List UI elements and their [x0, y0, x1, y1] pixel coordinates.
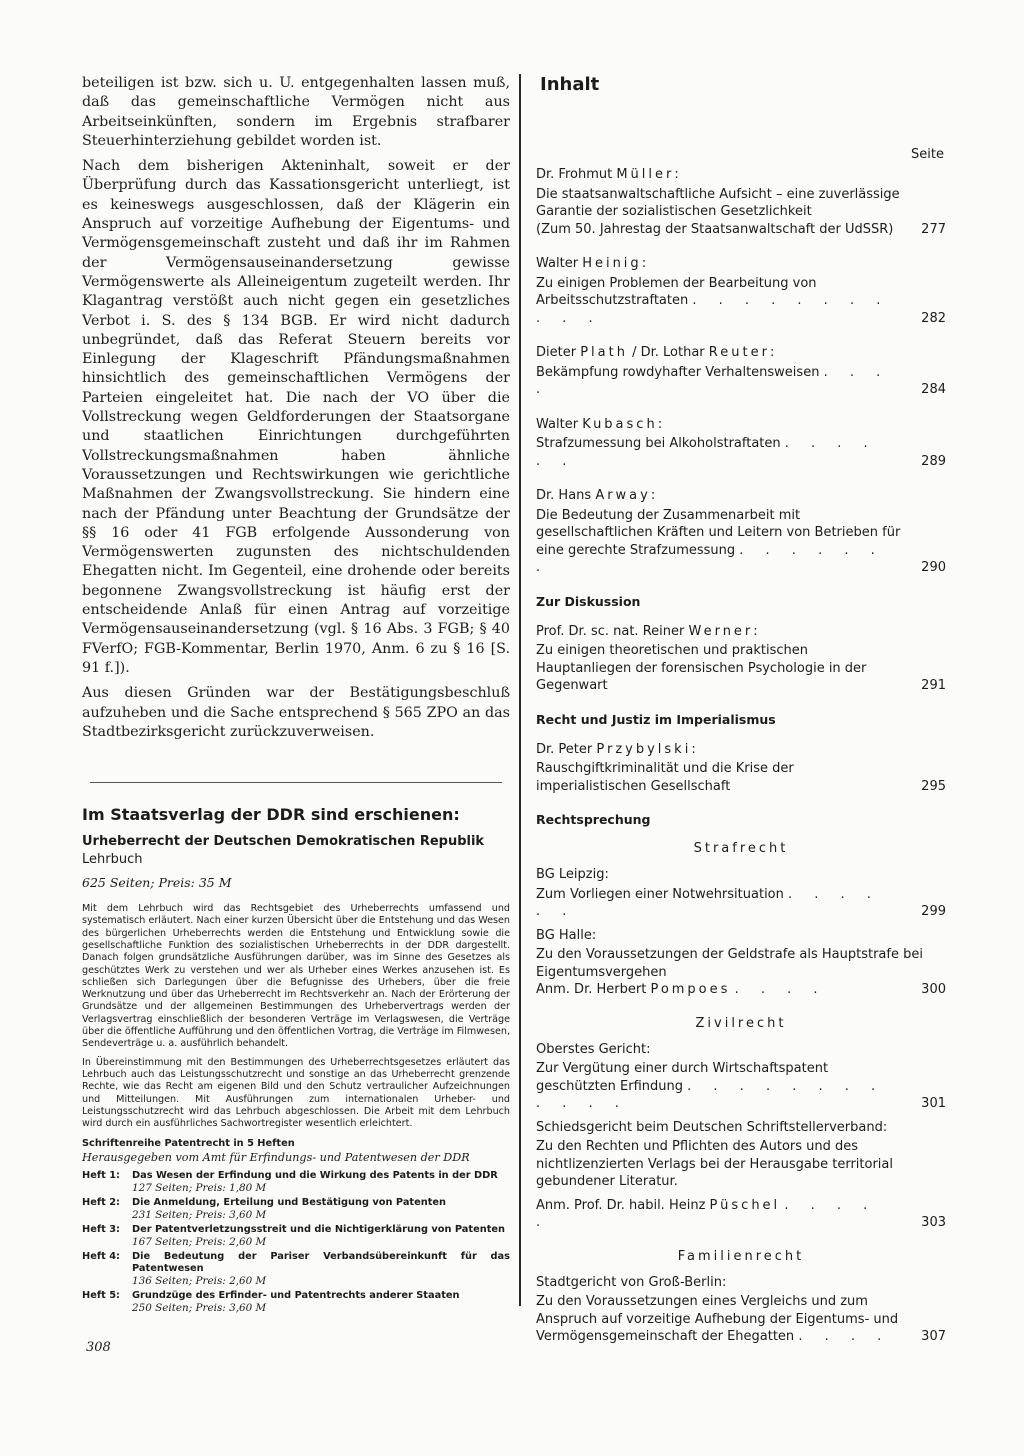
heft-item — [82, 1290, 510, 1314]
toc-subsection-heading: Strafrecht — [693, 841, 789, 856]
toc-entry — [536, 1274, 946, 1346]
heft-label: Heft 1: — [82, 1170, 120, 1182]
toc-page: 289 — [921, 453, 946, 469]
toc-annotation: Anm. Dr. Herbert Pompoes . . . . — [536, 982, 827, 997]
heft-info: 250 Seiten; Preis: 3,60 M — [132, 1302, 267, 1315]
toc-court: BG Halle: — [536, 927, 597, 943]
toc-entry-title[interactable]: Die staatsanwaltschaftliche Aufsicht – eine zuverlässige Garantie der sozialistischen Gesetzlichkeit — [536, 186, 900, 219]
toc-entry-title[interactable]: Zu einigen Problemen der Bearbeitung von Arbeitsschutzstraftaten . . . . . . . . . . . — [536, 275, 890, 326]
toc-page: 303 — [921, 1215, 946, 1230]
toc-author: Dr. Frohmut Müller: — [536, 167, 679, 182]
toc-entry — [536, 866, 946, 921]
toc-annotation: Anm. Prof. Dr. habil. Heinz Püschel . . . . . — [536, 1197, 877, 1230]
article-paragraph: Nach dem bisherigen Akteninhalt, soweit er der Überprüfung durch das Kassationsgericht unterliegt, ist es keineswegs ausgeschlossen, daß der Klägerin ein Anspruch auf vorzeitige Aufhebung der Eigentums- und Vermögensgemeinschaft zusteht und daß ihr im Rahmen der Vermögensauseinandersetzung gewisse Vermögenswerte als Alleineigentum zugeteilt werden. Ihr Klagantrag verstößt auch nicht gegen ein gesetzliches Verbot i. S. des § 134 BGB. Er wird nicht dadurch unbegründet, daß das Referat Steuern bereits vor Einlegung der Klageschrift Pfändungsmaßnahmen hinsichtlich des gemeinschaftlichen Vermögens der Parteien eingeleitet hat. Die nach der VO über die Vollstreckung wegen Geldforderungen der Staatsorgane und staatlichen Einrichtungen durchgeführten Vollstreckungsmaßnahmen haben ähnliche Voraussetzungen und Rechtswirkungen wie gerichtliche Maßnahmen der Zwangsvollstreckung. Sie hindern eine nach der Pfändung unter Beachtung der Grundsätze der §§ 16 oder 41 FGB erfolgende Aussonderung von Vermögenswerten zugunsten des nichtschuldenden Ehegatten nicht. Im Gegenteil, eine drohende oder bereits begonnene Zwangsvollstreckung ist häufig erst der entscheidende Anlaß für einen Antrag auf vorzeitige Vermögensauseinandersetzung (vgl. § 16 Abs. 3 FGB; § 40 FVerfO; FGB-Kommentar, Berlin 1970, Anm. 6 zu § 16 [S. 91 f.]). — [82, 158, 510, 676]
toc-entry — [536, 623, 946, 695]
toc-court: Stadtgericht von Groß-Berlin: — [536, 1274, 727, 1290]
toc-author: Dr. Hans Arway: — [536, 488, 656, 503]
book-description: Mit dem Lehrbuch wird das Rechtsgebiet des Urheberrechts umfassend und systematisch erläutert. Nach einer kurzen Übersicht über die Entstehung und das Wesen des bürgerlichen Urheberrechts werden die Entstehung und Entwicklung sowie die gesellschaftliche Funktion des sozialistischen Urheberrechts in der DDR dargestellt. Danach folgen grundsätzliche Ausführungen darüber, was im Sinne des Gesetzes als geschütztes Werk zu verstehen und wer als Urheber eines Werkes anzusehen ist. Es schließen sich Darlegungen über die Befugnisse des Urhebers, über die freie Werknutzung und über das Urheberrecht im Rechtsverkehr an. Nach der Erörterung der Grundsätze und der allgemeinen Bestimmungen des Urhebervertrags werden der Verlagsvertrag einschließlich der besonderen Verträge im Verlagswesen, die Verträge über die öffentliche Aufführung und den öffentlichen Vortrag, die Verträge im Filmwesen, Sendeverträge u. a. ausführlich behandelt. — [82, 903, 510, 1050]
toc-page: 277 — [921, 221, 946, 237]
toc-author: Walter Kubasch: — [536, 416, 663, 432]
toc-page: 295 — [921, 778, 946, 794]
heft-title: Die Anmeldung, Erteilung und Bestätigung von Patenten — [132, 1197, 447, 1209]
heft-info: 167 Seiten; Preis: 2,60 M — [132, 1236, 267, 1249]
toc-entry — [536, 927, 946, 999]
toc-section-heading: Rechtsprechung — [536, 812, 651, 827]
toc-page: 301 — [921, 1096, 946, 1111]
toc-entry-title[interactable]: Bekämpfung rowdyhafter Verhaltensweisen . . . . — [536, 364, 890, 397]
toc-entry-note: (Zum 50. Jahrestag der Staatsanwaltschaft der UdSSR) — [536, 221, 894, 237]
toc-entry-title[interactable]: Rauschgiftkriminalität und die Krise der imperialistischen Gesellschaft — [536, 761, 794, 794]
toc-entry — [536, 255, 946, 327]
toc-author: Walter Heinig: — [536, 256, 647, 271]
toc-author: Dr. Peter Przybylski: — [536, 741, 696, 757]
table-of-contents — [536, 74, 946, 1363]
heft-title: Grundzüge des Erfinder- und Patentrechts anderer Staaten — [132, 1290, 460, 1302]
toc-section-heading: Recht und Justiz im Imperialismus — [536, 711, 776, 727]
publisher-heading: Im Staatsverlag der DDR sind erschienen: — [82, 805, 460, 825]
toc-page: 307 — [921, 1329, 946, 1344]
book-pages-price: 625 Seiten; Preis: 35 M — [82, 875, 232, 891]
article-paragraph: Aus diesen Gründen war der Bestätigungsbeschluß aufzuheben und die Sache entsprechend § 565 ZPO an das Stadtbezirksgericht zurückzuverweisen. — [82, 685, 510, 740]
toc-entry-title[interactable]: Zu den Rechten und Pflichten des Autors und des nichtlizenzierten Verlags bei der Herausgabe territorial gebundener Literatur. — [536, 1139, 893, 1189]
heft-title: Die Bedeutung der Pariser Verbandsübereinkunft für das Patentwesen — [132, 1251, 510, 1275]
toc-entry-title[interactable]: Zur Vergütung einer durch Wirtschaftspatent geschützten Erfindung . . . . . . . . . . . . — [536, 1061, 885, 1111]
book-description: In Übereinstimmung mit den Bestimmungen des Urheberrechtsgesetzes erläutert das Lehrbuch auch das Leistungsschutzrecht und sonstige an das Urheberrecht grenzende Rechte, wie das Recht am eigenen Bild und den Schutz vertraulicher Aufzeichnungen und Mitteilungen. Mit Ausführungen zum internationalen Urheber- und Leistungsschutzrecht wird das Lehrbuch abgeschlossen. Die Arbeit mit dem Lehrbuch wird durch ein ausführliches Sachwortregister wesentlich erleichtert. — [82, 1056, 510, 1130]
heft-info: 231 Seiten; Preis: 3,60 M — [132, 1209, 267, 1222]
heft-label: Heft 5: — [82, 1290, 120, 1302]
toc-court: BG Leipzig: — [536, 867, 609, 882]
book-title: Urheberrecht der Deutschen Demokratischen Republik — [82, 834, 485, 850]
toc-entry-title[interactable]: Strafzumessung bei Alkoholstraftaten . . . . . . — [536, 436, 877, 469]
heft-item — [82, 1224, 510, 1248]
heft-info: 136 Seiten; Preis: 2,60 M — [132, 1275, 267, 1288]
toc-entry — [536, 166, 946, 238]
toc-entry-title[interactable]: Zu einigen theoretischen und praktischen Hauptanliegen der forensischen Psychologie in der Gegenwart — [536, 643, 867, 693]
heft-label: Heft 2: — [82, 1197, 120, 1209]
toc-page: 282 — [921, 310, 946, 326]
toc-entry — [536, 416, 946, 471]
section-divider — [90, 782, 502, 783]
heft-title: Der Patentverletzungsstreit und die Nichtigerklärung von Patenten — [132, 1224, 506, 1236]
book-subtitle: Lehrbuch — [82, 852, 143, 868]
heft-title: Das Wesen der Erfindung und die Wirkung des Patents in der DDR — [132, 1170, 498, 1182]
heft-info: 127 Seiten; Preis: 1,80 M — [132, 1182, 267, 1195]
column-divider — [519, 74, 521, 1306]
heft-item — [82, 1251, 510, 1287]
toc-page: 300 — [921, 982, 946, 997]
heft-label: Heft 3: — [82, 1224, 120, 1236]
toc-entry — [536, 487, 946, 577]
toc-page: 299 — [921, 904, 946, 919]
toc-section-heading: Zur Diskussion — [536, 593, 641, 609]
series-heading: Schriftenreihe Patentrecht in 5 Heften — [82, 1138, 295, 1150]
toc-subsection-heading: Zivilrecht — [695, 1015, 787, 1031]
toc-author: Dieter Plath / Dr. Lothar Reuter: — [536, 345, 775, 360]
toc-entry-title[interactable]: Zum Vorliegen einer Notwehrsituation . . . . . . — [536, 886, 880, 919]
toc-entry-title[interactable]: Die Bedeutung der Zusammenarbeit mit gesellschaftlichen Kräften und Leitern von Betrieben für eine gerechte Strafzumessung . . . . . . . — [536, 507, 901, 575]
toc-entry-title[interactable]: Zu den Voraussetzungen eines Vergleichs und zum Anspruch auf vorzeitige Aufhebung der Eigentums- und Vermögensgemeinschaft der Ehegatten . . . . — [536, 1294, 899, 1344]
heft-label: Heft 4: — [82, 1251, 120, 1263]
page-number: 308 — [86, 1340, 111, 1355]
toc-entry — [536, 1119, 946, 1232]
article-text — [82, 74, 510, 742]
seite-label: Seite — [911, 147, 944, 162]
toc-page: 291 — [921, 678, 946, 693]
toc-entry — [536, 344, 946, 399]
toc-court: Oberstes Gericht: — [536, 1041, 651, 1057]
heft-item — [82, 1197, 510, 1221]
toc-page: 290 — [921, 560, 946, 575]
toc-entry — [536, 741, 946, 796]
toc-court: Schiedsgericht beim Deutschen Schriftstellerverband: — [536, 1119, 888, 1135]
toc-entry — [536, 1041, 946, 1113]
toc-subsection-heading: Familienrecht — [677, 1248, 805, 1264]
toc-page: 284 — [921, 382, 946, 397]
heft-item — [82, 1170, 510, 1194]
toc-title: Inhalt — [540, 74, 600, 95]
article-paragraph: beteiligen ist bzw. sich u. U. entgegenhalten lassen muß, daß das gemeinschaftliche Vermögen nicht aus Arbeitseinkünften, sondern im Ergebnis strafbarer Steuerhinterziehung gebildet worden ist. — [82, 75, 510, 149]
toc-entry-title[interactable]: Zu den Voraussetzungen der Geldstrafe als Hauptstrafe bei Eigentumsvergehen — [536, 947, 923, 980]
left-column — [82, 74, 510, 1317]
toc-author: Prof. Dr. sc. nat. Reiner Werner: — [536, 623, 758, 639]
series-subtitle: Herausgegeben vom Amt für Erfindungs- und Patentwesen der DDR — [82, 1151, 470, 1165]
